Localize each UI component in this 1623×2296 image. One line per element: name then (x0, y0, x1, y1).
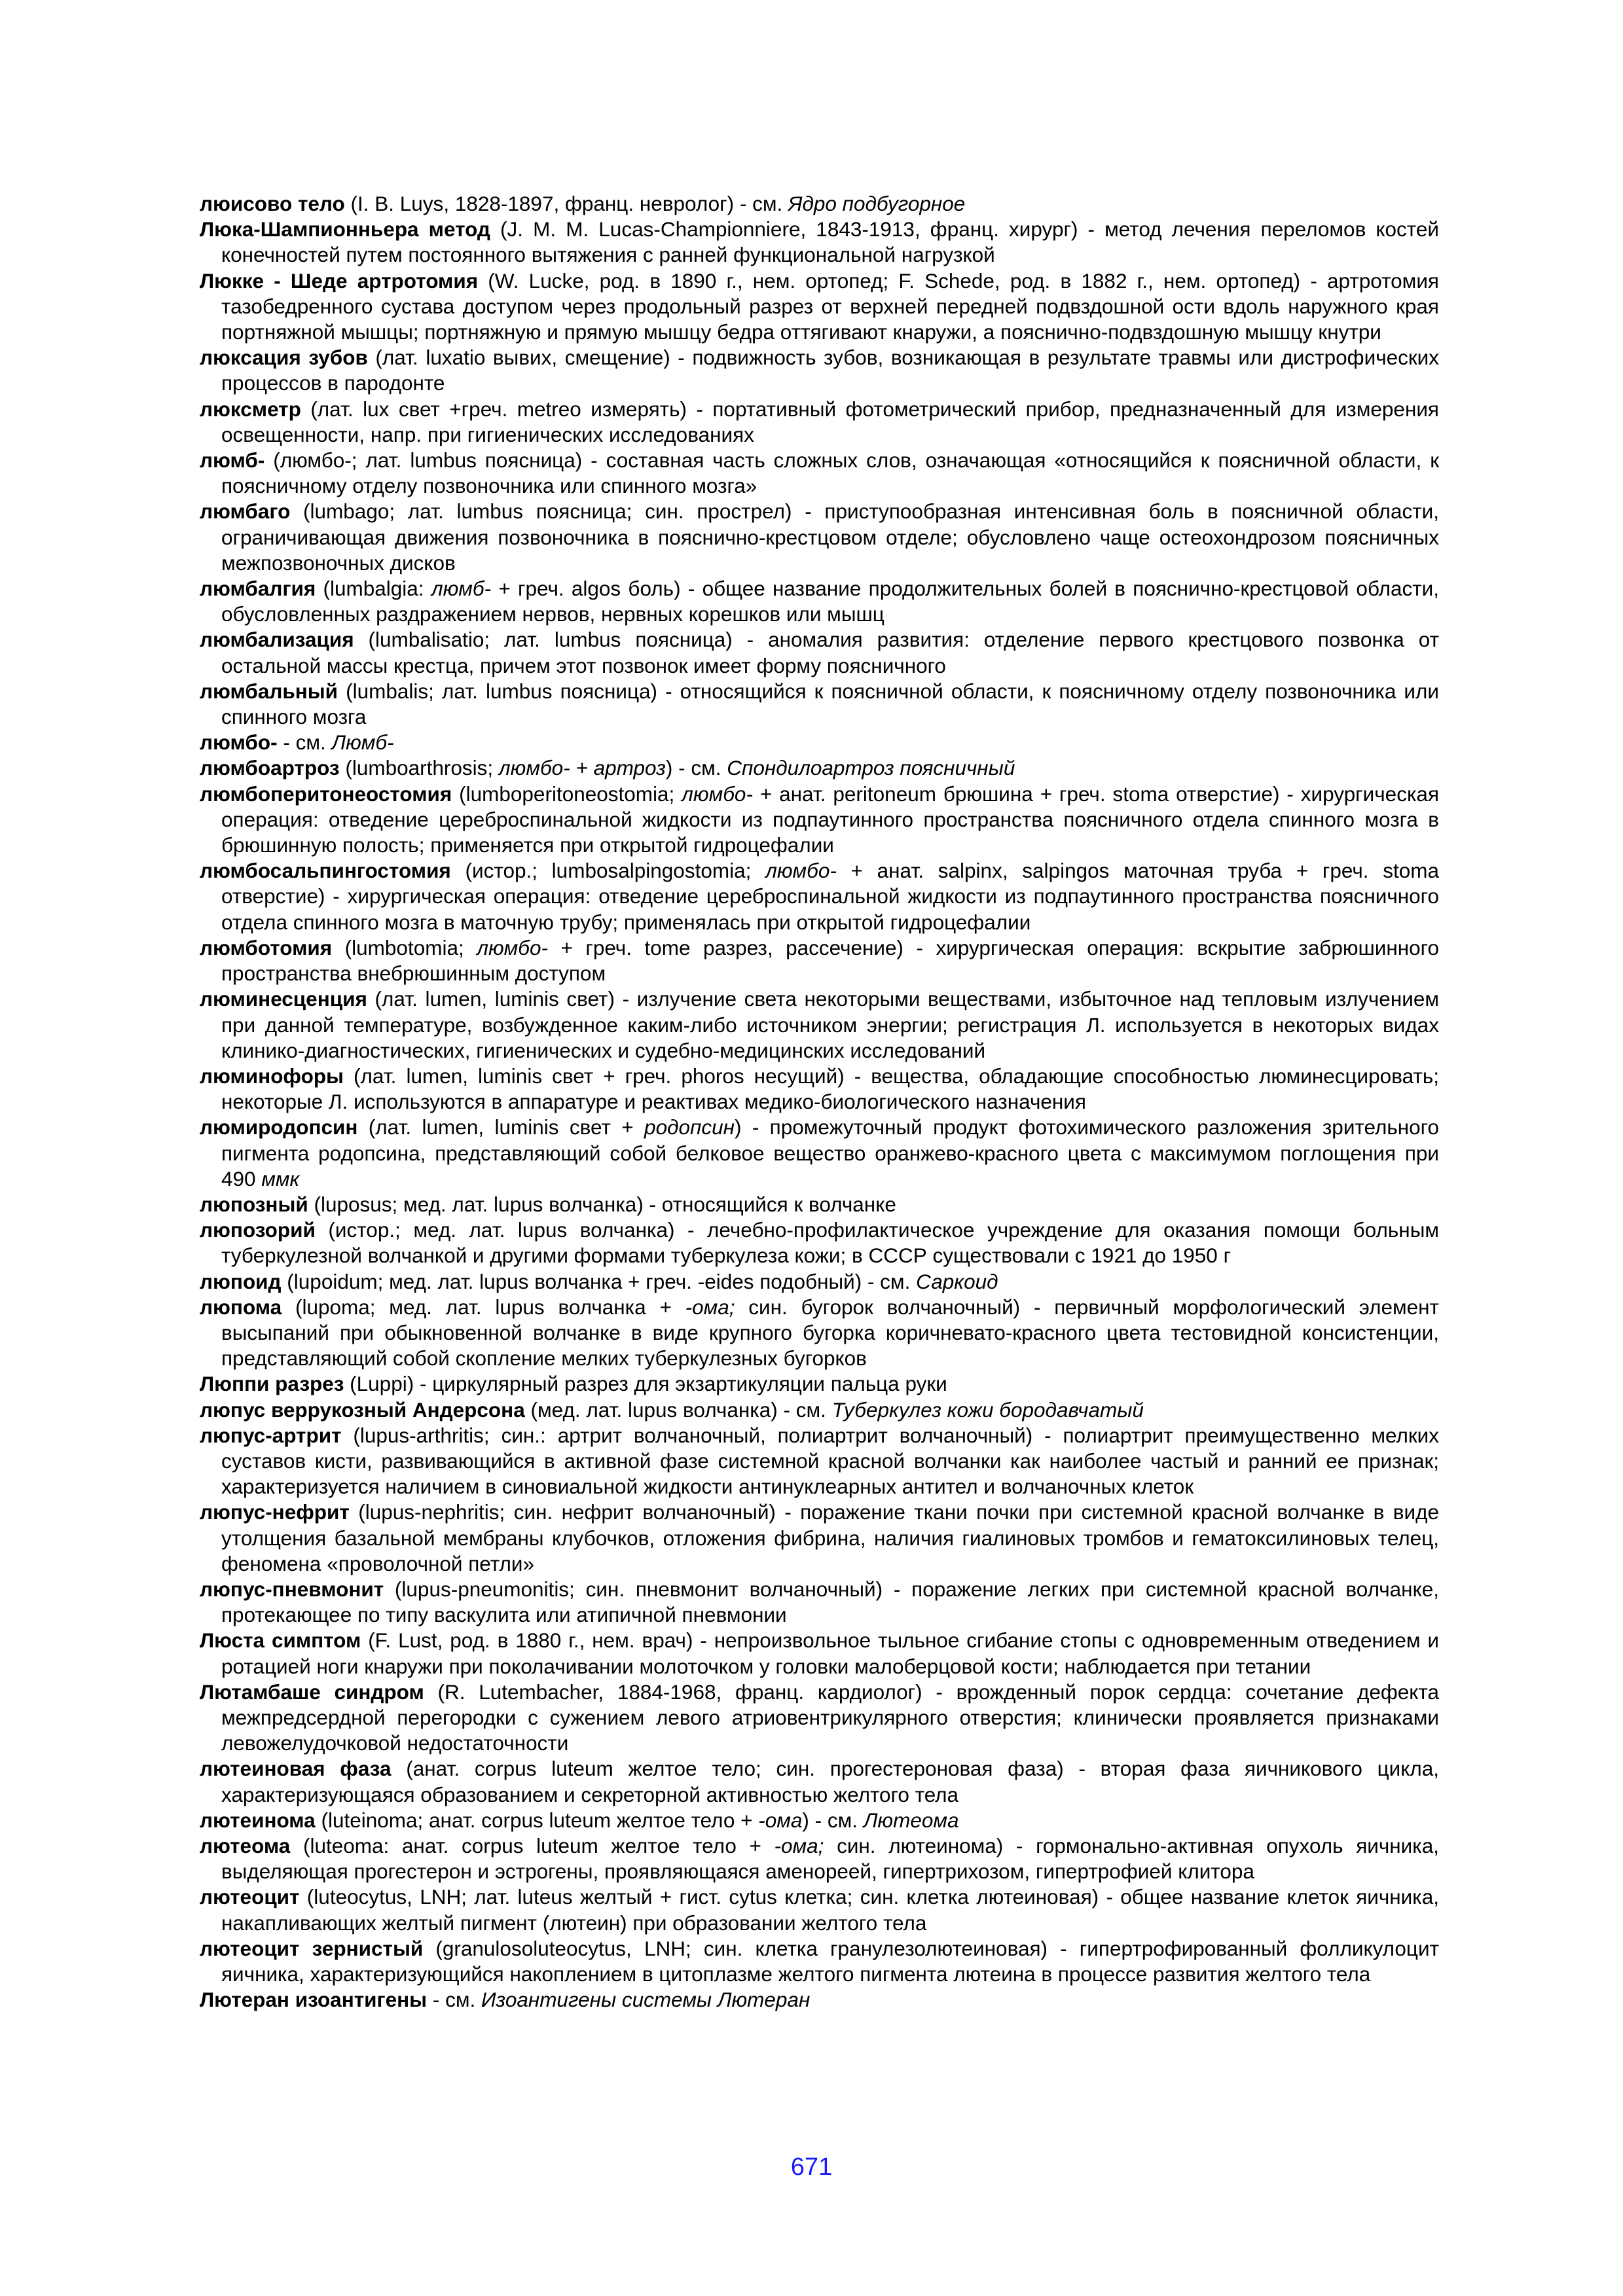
entry-definition: (lupoma; мед. лат. lupus волчанка + (282, 1295, 685, 1319)
dictionary-entry (200, 397, 1439, 448)
entry-headword: люпус-пневмонит (200, 1577, 384, 1601)
entry-headword: люпоид (200, 1269, 282, 1293)
entry-reference: Изоантигены системы Лютеран (481, 1988, 811, 2012)
entry-definition: (лат. lumen, luminis свет + греч. phoros несущий) - вещества, обладающие способностью люминесцировать; некоторые Л. используются в аппаратуре и реактивах медико-биологического назначения (221, 1064, 1439, 1114)
entry-headword: люмботомия (200, 935, 333, 960)
dictionary-entry (200, 191, 1439, 217)
entry-definition: + греч. tome разрез, рассечение) - хирургическая операция: вскрытие забрюшинного пространства внебрюшинным доступом (221, 935, 1439, 986)
entry-definition: (lumboperitoneostomia; (452, 781, 682, 806)
dictionary-entry (200, 858, 1439, 935)
entry-definition: ) - см. (665, 756, 727, 780)
entry-headword: люксметр (200, 397, 301, 421)
entry-definition: (R. Lutembacher, 1884-1968, франц. кардиолог) - врожденный порок сердца: сочетание дефекта межпредсердной перегородки с сужением левого атриовентрикулярного отверстия; клинически проявляется признаками левожелудочковой недостаточности (221, 1679, 1440, 1755)
entry-headword: люмиродопсин (200, 1115, 358, 1139)
entry-headword: люминофоры (200, 1064, 344, 1088)
entry-headword: люмбоартроз (200, 756, 340, 780)
entry-definition: (лат. luxatio вывих, смещение) - подвижность зубов, возникающая в результате травмы или дистрофических процессов в пародонте (221, 346, 1440, 395)
entry-definition: син. лютеинома) - гормонально-активная опухоль яичника, выделяющая прогестерон и эстрогены, проявляющаяся аменореей, гипертрихозом, гипертрофией клитора (221, 1834, 1440, 1884)
entry-headword: лютеома (200, 1834, 291, 1857)
entry-reference: Туберкулез кожи бородавчатый (831, 1397, 1144, 1422)
page-number: 671 (790, 2153, 833, 2181)
dictionary-entry (200, 679, 1439, 730)
entry-definition: + греч. algos боль) - общее название продолжительных болей в пояснично-крестцовой области, обусловленных раздражением нервов, нервных корешков или мышц (221, 577, 1439, 626)
entry-definition: (истор.; мед. лат. lupus волчанка) - лечебно-профилактическое учреждение для оказания помощи больным туберкулезной волчанкой и другими формами туберкулеза кожи; в СССР существовали с 1921 до 1950 г (221, 1218, 1439, 1268)
entry-headword: люисово тело (200, 192, 345, 215)
entry-reference: Ядро подбугорное (788, 192, 966, 215)
entry-headword: люпус-артрит (200, 1423, 342, 1447)
entry-headword: люмбальный (200, 679, 338, 703)
entry-headword: люпозный (200, 1192, 308, 1216)
entry-reference: -ома; (685, 1295, 735, 1319)
entry-definition: (J. M. M. Lucas-Championniere, 1843-1913, франц. хирург) - метод лечения переломов костей конечностей путем постоянного вытяжения с ранней функциональной нагрузкой (221, 217, 1439, 267)
entry-definition: ) - см. (802, 1808, 864, 1832)
entry-headword: Люкке - Шеде артротомия (200, 268, 479, 293)
dictionary-entry (200, 1808, 1439, 1833)
dictionary-entry (200, 1217, 1439, 1268)
dictionary-entry (200, 1756, 1439, 1807)
entry-headword: лютеоцит зернистый (200, 1936, 424, 1960)
dictionary-entry (200, 448, 1439, 499)
dictionary-entry (200, 1833, 1439, 1884)
entry-headword: Люста симптом (200, 1628, 361, 1653)
entry-reference: Саркоид (916, 1269, 998, 1293)
dictionary-entry (200, 1884, 1439, 1935)
dictionary-entry (200, 576, 1439, 627)
entry-headword: лютеинома (200, 1808, 316, 1832)
entry-definition: (лат. lux свет +греч. metreo измерять) - портативный фотометрический прибор, предназначенный для измерения освещенности, напр. при гигиенических исследованиях (221, 397, 1439, 446)
entry-headword: люмбоперитонеостомия (200, 781, 452, 806)
entry-headword: люмбосальпингостомия (200, 859, 451, 883)
dictionary-entry (200, 986, 1439, 1064)
dictionary-entry (200, 1269, 1439, 1295)
dictionary-entry (200, 1295, 1439, 1372)
entry-reference: родопсин (644, 1115, 735, 1139)
entry-definition: (lumbotomia; (332, 935, 477, 960)
dictionary-entry (200, 1987, 1439, 2013)
entry-reference: ммк (261, 1166, 300, 1191)
entry-headword: Люппи разрез (200, 1372, 344, 1396)
dictionary-entry (200, 1064, 1439, 1115)
entry-definition: (luteinoma; анат. corpus luteum желтое тело + (315, 1808, 759, 1832)
dictionary-entry (200, 1679, 1439, 1757)
entry-definition: (мед. лат. lupus волчанка) - см. (524, 1397, 832, 1422)
entry-definition: (lupus-nephritis; син. нефрит волчаночный) - поражение ткани почки при системной красной волчанке в виде утолщения базальной мембраны клубочков, отложения фибрина, наличия гиалиновых тромбов и гематоксилиновых телец, феномена «проволочной петли» (221, 1500, 1439, 1575)
entry-headword: люксация зубов (200, 346, 368, 370)
entry-definition: (F. Lust, род. в 1880 г., нем. врач) - непроизвольное тыльное сгибание стопы с одновременным отведением и ротацией ноги кнаружи при поколачивании молоточком у головки малоберцовой кости; наблюдается при тетании (221, 1628, 1439, 1678)
entry-definition: + анат. peritoneum брюшина + греч. stoma отверстие) - хирургическая операция: отведение цереброспинальной жидкости из подпаутинного пространства поясничного отдела спинного мозга в брюшинную полость; применяется при открытой гидроцефалии (221, 781, 1440, 857)
entry-headword: люмб- (200, 448, 265, 473)
entry-reference: люмбо- (477, 935, 548, 960)
entry-definition: ) - промежуточный продукт фотохимического разложения зрительного пигмента родопсина, представляющий собой белковое вещество оранжево-красного цвета с максимумом поглощения при 490 (221, 1115, 1439, 1191)
entry-headword: Лютамбаше синдром (200, 1679, 424, 1704)
entry-headword: лютеиновая фаза (200, 1757, 392, 1781)
dictionary-entry (200, 1192, 1439, 1217)
dictionary-entry (200, 268, 1439, 346)
entry-headword: лютеоцит (200, 1885, 300, 1909)
entry-headword: люмбо- (200, 730, 278, 755)
entry-reference: Люмб- (331, 730, 394, 755)
entry-definition: (luteoma: анат. corpus luteum желтое тело + (290, 1834, 775, 1857)
entry-definition: (истор.; lumbosalpingostomia; (450, 859, 766, 883)
dictionary-entry (200, 217, 1439, 268)
entry-definition: (лат. lumen, luminis свет + (357, 1115, 645, 1139)
entry-headword: Лютеран изоантигены (200, 1988, 428, 2012)
entry-headword: люмбализация (200, 628, 354, 652)
entry-headword: люпома (200, 1295, 282, 1319)
dictionary-entry (200, 1577, 1439, 1628)
entry-headword: люмбаго (200, 499, 291, 524)
entry-definition: (luposus; мед. лат. lupus волчанка) - относящийся к волчанке (308, 1192, 896, 1216)
entry-headword: люпус-нефрит (200, 1500, 350, 1524)
entry-definition: (W. Lucke, род. в 1890 г., нем. ортопед; F. Schede, род. в 1882 г., нем. ортопед) - артротомия тазобедренного сустава доступом через продольный разрез от верхней передней подвздошной ости вдоль наружного края портняжной мышцы; портняжную и прямую мышцу бедра оттягивают кнаружи, а пояснично-подвздошную мышцу кнутри (221, 268, 1439, 344)
entry-reference: люмбо- + артроз (498, 756, 666, 780)
dictionary-entry (200, 781, 1439, 859)
entry-definition: (люмбо-; лат. lumbus поясница) - составная часть сложных слов, означающая «относящийся к поясничной области, к поясничному отделу позвоночника или спинного мозга» (221, 448, 1439, 498)
entry-definition: (lumbalgia: (316, 577, 431, 601)
entry-reference: Спондилоартроз поясничный (727, 756, 1015, 780)
dictionary-entry (200, 1371, 1439, 1397)
entry-definition: (lupus-arthritis; син.: артрит волчаночный, полиартрит волчаночный) - полиартрит преимущественно мелких суставов кисти, развивающийся в активной фазе системной красной волчанки как наиболее частый и ранний ее признак; характеризуется наличием в синовиальной жидкости антинуклеарных антител и волчаночных клеток (221, 1423, 1439, 1499)
entry-definition: (анат. corpus luteum желтое тело; син. прогестероновая фаза) - вторая фаза яичникового цикла, характеризующаяся образованием и секреторной активностью желтого тела (221, 1757, 1439, 1806)
entry-reference: люмбо- (765, 859, 837, 883)
dictionary-entry (200, 1628, 1439, 1679)
dictionary-entry (200, 755, 1439, 781)
entry-definition: (granulosoluteocytus, LNH; син. клетка гранулезолютеиновая) - гипертрофированный фолликулоцит яичника, характеризующийся накоплением в цитоплазме желтого пигмента лютеина в процессе развития желтого тела (221, 1936, 1439, 1986)
dictionary-entry (200, 499, 1439, 576)
entry-definition: (lumbalisatio; лат. lumbus поясница) - аномалия развития: отделение первого крестцового позвонка от остальной массы крестца, причем этот позвонок имеет форму поясничного (221, 628, 1439, 677)
entry-definition: (lupoidum; мед. лат. lupus волчанка + греч. -eides подобный) - см. (281, 1269, 917, 1293)
entry-headword: люмбалгия (200, 577, 316, 601)
entry-definition: (luteocytus, LNH; лат. luteus желтый + гист. cytus клетка; син. клетка лютеиновая) - общее название клеток яичника, накапливающих желтый пигмент (лютеин) при образовании желтого тела (221, 1885, 1439, 1935)
dictionary-entry (200, 1115, 1439, 1192)
entry-definition: (lumbalis; лат. lumbus поясница) - относящийся к поясничной области, к поясничному отделу позвоночника или спинного мозга (221, 679, 1439, 729)
dictionary-entry (200, 935, 1439, 986)
dictionary-entry (200, 627, 1439, 678)
dictionary-entry (200, 730, 1439, 755)
entry-definition: + анат. salpinx, salpingos маточная труба + греч. stoma отверстие) - хирургическая операция: отведение цереброспинальной жидкости из подпаутинного пространства поясничного отдела спинного мозга в маточную трубу; применялась при открытой гидроцефалии (221, 859, 1440, 934)
dictionary-entry (200, 345, 1439, 396)
entry-definition: - см. (277, 730, 332, 755)
entry-definition: (lupus-pneumonitis; син. пневмонит волчаночный) - поражение легких при системной красной волчанке, протекающее по типу васкулита или атипичной пневмонии (221, 1577, 1439, 1627)
entry-headword: люминесценция (200, 987, 367, 1011)
entry-reference: Лютеома (863, 1808, 959, 1832)
dictionary-entry (200, 1936, 1439, 1987)
entry-definition: (lumbago; лат. lumbus поясница; син. прострел) - приступообразная интенсивная боль в поясничной области, ограничивающая движения позвоночника в пояснично-крестцовом отделе; обусловлено чаще остеохондрозом поясничных межпозвоночных дисков (221, 499, 1439, 575)
dictionary-entry (200, 1423, 1439, 1500)
dictionary-entry (200, 1499, 1439, 1577)
entry-definition: (Luppi) - циркулярный разрез для экзартикуляции пальца руки (344, 1372, 947, 1396)
entry-reference: -ома; (774, 1834, 824, 1857)
entry-reference: -ома (758, 1808, 803, 1832)
entry-definition: (lumboarthrosis; (339, 756, 499, 780)
entry-definition: - см. (427, 1988, 481, 2012)
entry-headword: Люка-Шампионньера метод (200, 217, 490, 242)
entry-definition: (I. B. Luys, 1828-1897, франц. невролог) - см. (344, 192, 788, 215)
entry-reference: люмбо- (682, 781, 753, 806)
entry-headword: люпус веррукозный Андерсона (200, 1397, 525, 1422)
entry-list (200, 191, 1439, 2013)
entry-definition: син. бугорок волчаночный) - первичный морфологический элемент высыпаний при обыкновенной волчанке в виде крупного бугорка коричневато-красного цвета тестовидной консистенции, представляющий собой скопление мелких туберкулезных бугорков (221, 1295, 1439, 1371)
entry-headword: люпозорий (200, 1218, 316, 1242)
dictionary-entry (200, 1397, 1439, 1423)
entry-definition: (лат. lumen, luminis свет) - излучение света некоторыми веществами, избыточное над тепловым излучением при данной температуре, возбужденное каким-либо источником энергии; регистрация Л. используется в некоторых видах клинико-диагностических, гигиенических и судебно-медицинских исследований (221, 987, 1439, 1062)
entry-reference: люмб- (431, 577, 492, 601)
